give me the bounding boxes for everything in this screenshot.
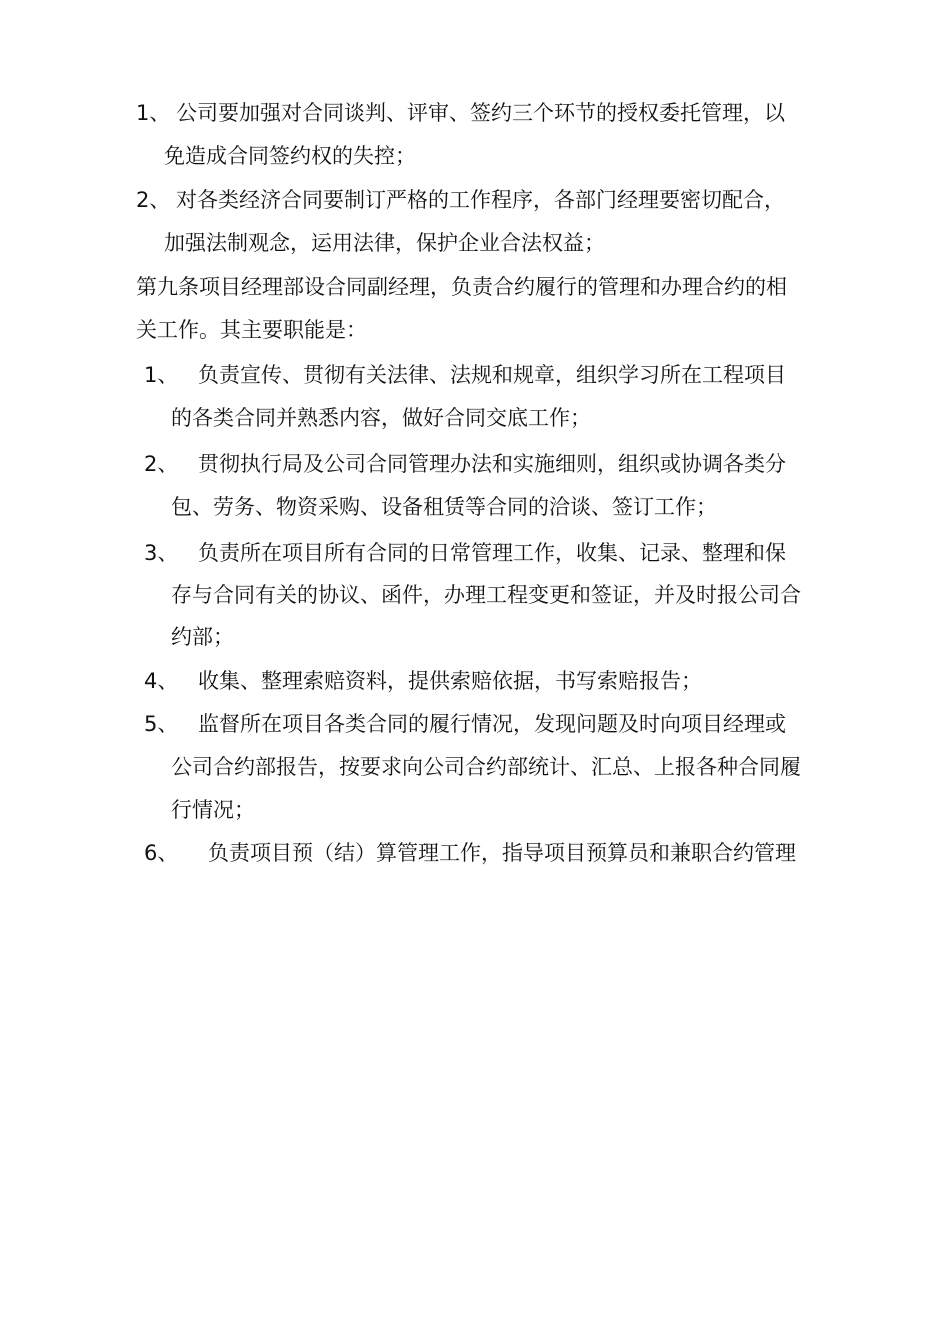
list-text: 监督所在项目各类合同的履行情况，发现问题及时向项目经理或 (198, 712, 786, 736)
paragraph-text: 关工作。其主要职能是： (136, 318, 367, 342)
list-text: 加强法制观念，运用法律，保护企业合法权益； (164, 231, 605, 255)
list-text: 负责宣传、贯彻有关法律、法规和规章，组织学习所在工程项目 (198, 363, 786, 387)
list-number: 6、 (144, 841, 179, 865)
list-text: 对各类经济合同要制订严格的工作程序，各部门经理要密切配合， (176, 188, 785, 212)
list-text: 的各类合同并熟悉内容，做好合同交底工作； (171, 406, 591, 430)
list-text: 负责所在项目所有合同的日常管理工作，收集、记录、整理和保 (198, 541, 786, 565)
list-text: 约部； (171, 625, 234, 649)
list-text: 负责项目预（结）算管理工作，指导项目预算员和兼职合约管理 (208, 841, 796, 865)
paragraph-text: 第九条项目经理部设合同副经理，负责合约履行的管理和办理合约的相 (136, 275, 787, 299)
list-text: 包、劳务、物资采购、设备租赁等合同的洽谈、签订工作； (171, 495, 717, 519)
list-text: 行情况； (171, 798, 255, 822)
list-number: 5、 (144, 712, 179, 736)
list-number: 1、 (136, 101, 171, 125)
list-text: 存与合同有关的协议、函件，办理工程变更和签证，并及时报公司合 (171, 583, 801, 607)
list-number: 1、 (144, 363, 179, 387)
list-text: 公司合约部报告，按要求向公司合约部统计、汇总、上报各种合同履 (171, 755, 801, 779)
list-number: 2、 (136, 188, 171, 212)
list-text: 贯彻执行局及公司合同管理办法和实施细则，组织或协调各类分 (198, 452, 786, 476)
list-text: 收集、整理索赔资料，提供索赔依据，书写索赔报告； (198, 669, 702, 693)
list-text: 免造成合同签约权的失控； (164, 144, 416, 168)
list-number: 4、 (144, 669, 179, 693)
list-number: 2、 (144, 452, 179, 476)
list-text: 公司要加强对合同谈判、评审、签约三个环节的授权委托管理，以 (176, 101, 785, 125)
list-number: 3、 (144, 541, 179, 565)
